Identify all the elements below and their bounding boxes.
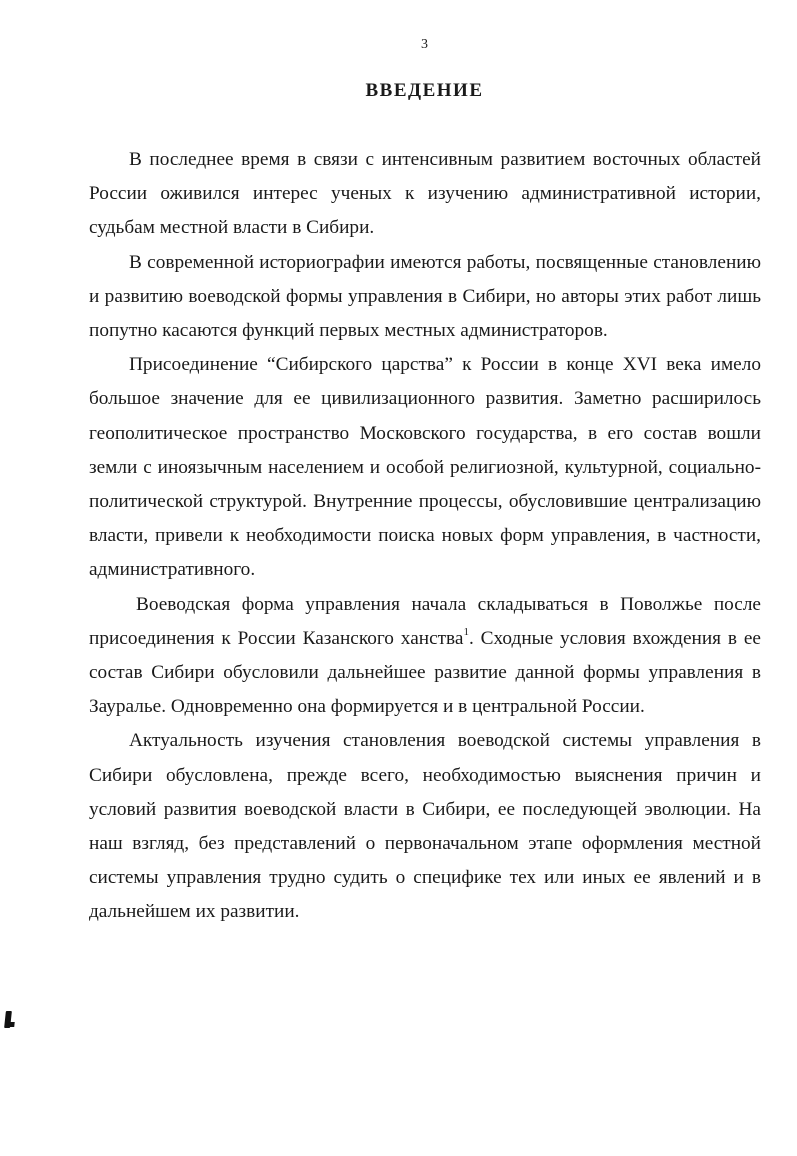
- page-number: 3: [421, 37, 428, 52]
- margin-scan-mark: [4, 1011, 12, 1028]
- paragraph-1: В последнее время в связи с интенсивным развитием восточных областей России оживился интерес ученых к изучению административной истории, судьбам местной власти в Сибири.: [89, 149, 761, 239]
- footnote-marker: 1: [463, 626, 469, 639]
- page-title: ВВЕДЕНИЕ: [365, 80, 484, 101]
- paragraph-4: [89, 588, 761, 725]
- paragraph-3: Присоединение “Сибирского царства” к России в конце XVI века имело большое значение для ее цивилизационного развития. Заметно расширилось геополитическое пространство Московского государства, в его состав вошли земли с иноязычным населением и особой религиозной, культурной, социально-политической структурой. Внутренние процессы, обусловившие централизацию власти, привели к необходимости поиска новых форм управления, в частности, административного.: [89, 354, 761, 581]
- paragraph-5: Актуальность изучения становления воеводской системы управления в Сибири обусловлена, прежде всего, необходимостью выяснения причин и условий развития воеводской власти в Сибири, ее последующей эволюции. На наш взгляд, без представлений о первоначальном этапе оформления местной системы управления трудно судить о специфике тех или иных ее явлений и в дальнейшем их развитии.: [89, 730, 761, 923]
- paragraph-4-text-after: . Сходные условия вхождения в ее состав Сибири обусловили дальнейшее развитие данной формы управления в Зауралье. Одновременно она формируется и в центральной России.: [89, 627, 761, 718]
- body-text: [89, 143, 761, 930]
- paragraph-2: В современной историографии имеются работы, посвященные становлению и развитию воеводской формы управления в Сибири, но авторы этих работ лишь попутно касаются функций первых местных администраторов.: [89, 251, 761, 342]
- paragraph-4-text-before: Воеводская форма управления начала складываться в Поволжье после присоединения к России Казанского ханства: [89, 593, 761, 649]
